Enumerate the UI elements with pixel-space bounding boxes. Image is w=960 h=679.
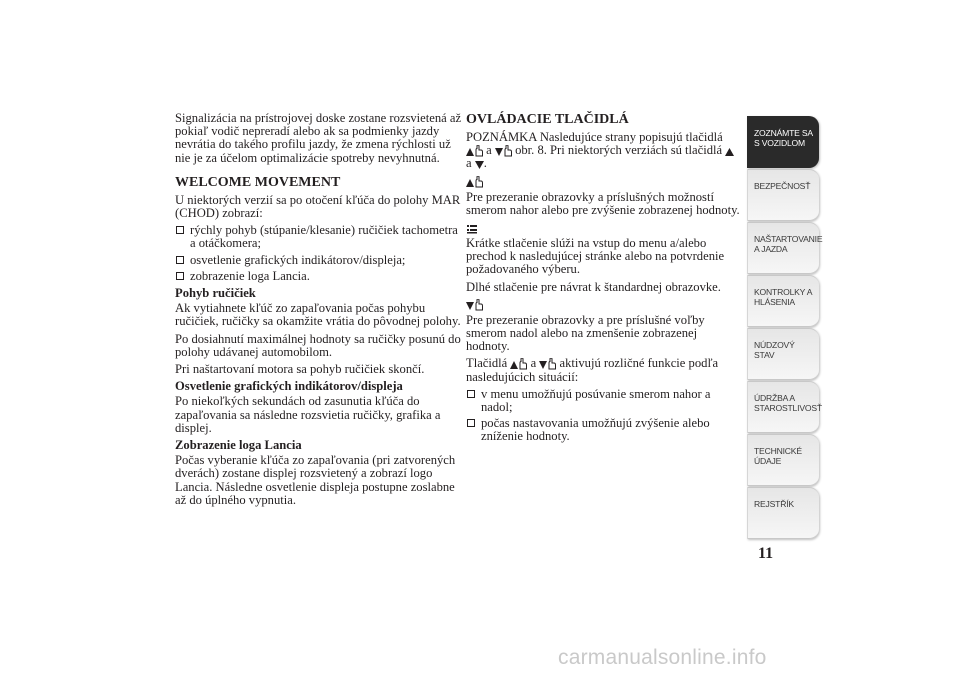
checkbox-bullet-icon — [467, 390, 475, 398]
note-paragraph: POZNÁMKA Nasledujúce strany popisujú tlačidlá a obr. 8. Pri niektorých verziách sú tlačidlá a . — [466, 131, 742, 171]
page-number: 11 — [758, 545, 774, 562]
lighting-paragraph: Po niekoľkých sekundách od zasunutia kľúča do zapaľovania sa následne rozsvietia ručičky, grafika a displej. — [175, 394, 441, 435]
down-button-description: Pre prezeranie obrazovky a pre príslušné voľby smerom nadol alebo na zmenšenie zobrazenej hodnoty. — [466, 312, 705, 354]
checkbox-bullet-icon — [176, 256, 184, 264]
section-tabs — [747, 116, 823, 540]
buttons-paragraph: Tlačidlá a aktivujú rozličné funkcie podľa nasledujúcich situácií: — [466, 356, 719, 384]
tab-technical-data[interactable]: TECHNICKÉ ÚDAJE — [747, 434, 819, 486]
needles-paragraph-3: Pri naštartovaní motora sa pohyb ručičiek skončí. — [175, 362, 425, 377]
watermark: carmanualsonline.info — [558, 646, 767, 669]
list-item: osvetlenie grafických indikátorov/displeja; — [175, 254, 463, 267]
tab-vehicle-intro[interactable]: ZOZNÁMTE SA S VOZIDLOM — [747, 116, 819, 168]
down-triangle-icon — [475, 160, 484, 170]
right-column — [466, 112, 742, 448]
welcome-text: U niektorých verzií sa po otočení kľúča do polohy MAR (CHOD) zobrazí: — [175, 192, 461, 221]
needles-heading: Pohyb ručičiek — [175, 286, 256, 301]
tab-safety[interactable]: BEZPEČNOSŤ — [747, 169, 819, 221]
list-item: počas nastavovania umožňujú zvýšenie alebo zníženie hodnoty. — [466, 417, 742, 443]
checkbox-bullet-icon — [176, 226, 184, 234]
needles-paragraph-2: Po dosiahnutí maximálnej hodnoty sa ručičky posunú do polohy udávanej automobilom. — [175, 331, 461, 359]
welcome-list — [175, 224, 463, 283]
down-arrow-hand-icon — [539, 358, 556, 370]
tab-starting-driving[interactable]: NAŠTARTOVANIE A JAZDA — [747, 222, 819, 274]
welcome-heading: WELCOME MOVEMENT — [175, 174, 341, 190]
set-button-icon — [466, 222, 478, 234]
situations-list — [466, 388, 742, 444]
down-arrow-hand-icon — [495, 145, 512, 157]
list-item: v menu umožňujú posúvanie smerom nahor a nadol; — [466, 388, 742, 414]
logo-heading: Zobrazenie loga Lancia — [175, 438, 302, 453]
up-triangle-icon — [725, 147, 734, 157]
up-arrow-hand-icon — [466, 176, 483, 188]
up-button-description: Pre prezeranie obrazovky a príslušných možností smerom nahor alebo pre zvýšenie zobrazenej hodnoty. — [466, 189, 740, 217]
checkbox-bullet-icon — [467, 419, 475, 427]
tab-maintenance[interactable]: ÚDRŽBA A STAROSTLIVOSŤ — [747, 381, 819, 433]
left-column — [175, 112, 463, 511]
set-short-press-description: Krátke stlačenie slúži na vstup do menu a/alebo prechod k nasledujúcej stránke alebo na potvrdenie požadovaného výberu. — [466, 236, 725, 277]
down-arrow-hand-icon — [466, 299, 483, 311]
logo-paragraph: Počas vyberanie kľúča zo zapaľovania (pri zatvorených dverách) zostane displej rozsvietený a zobrazí logo Lancia. Následne osvetlenie displeja postupne zoslabne až do úplného vypnutia. — [175, 453, 456, 507]
set-long-press-description: Dlhé stlačenie pre návrat k štandardnej obrazovke. — [466, 279, 721, 294]
tab-emergency[interactable]: NÚDZOVÝ STAV — [747, 328, 819, 380]
up-arrow-hand-icon — [466, 145, 483, 157]
lighting-heading: Osvetlenie grafických indikátorov/displeja — [175, 379, 403, 394]
controls-heading: OVLÁDACIE TLAČIDLÁ — [466, 112, 629, 127]
needles-paragraph-1: Ak vytiahnete kľúč zo zapaľovania počas pohybu ručičiek, ručičky sa okamžite vrátia do pôvodnej polohy. — [175, 301, 461, 329]
list-item: zobrazenie loga Lancia. — [175, 270, 463, 283]
checkbox-bullet-icon — [176, 272, 184, 280]
intro-paragraph: Signalizácia na prístrojovej doske zostane rozsvietená až pokiaľ vodič nepreradí alebo ak sa podmienky jazdy nevrátia do takého profilu jazdy, že zmena rýchlosti už nie je za účelom optimalizácie spotreby nevyhnutná. — [175, 111, 462, 165]
up-arrow-hand-icon — [510, 358, 527, 370]
tab-index[interactable]: REJSTŘÍK — [747, 487, 819, 539]
list-item: rýchly pohyb (stúpanie/klesanie) ručičiek tachometra a otáčkomera; — [175, 224, 463, 250]
tab-warnings[interactable]: KONTROLKY A HLÁSENIA — [747, 275, 819, 327]
